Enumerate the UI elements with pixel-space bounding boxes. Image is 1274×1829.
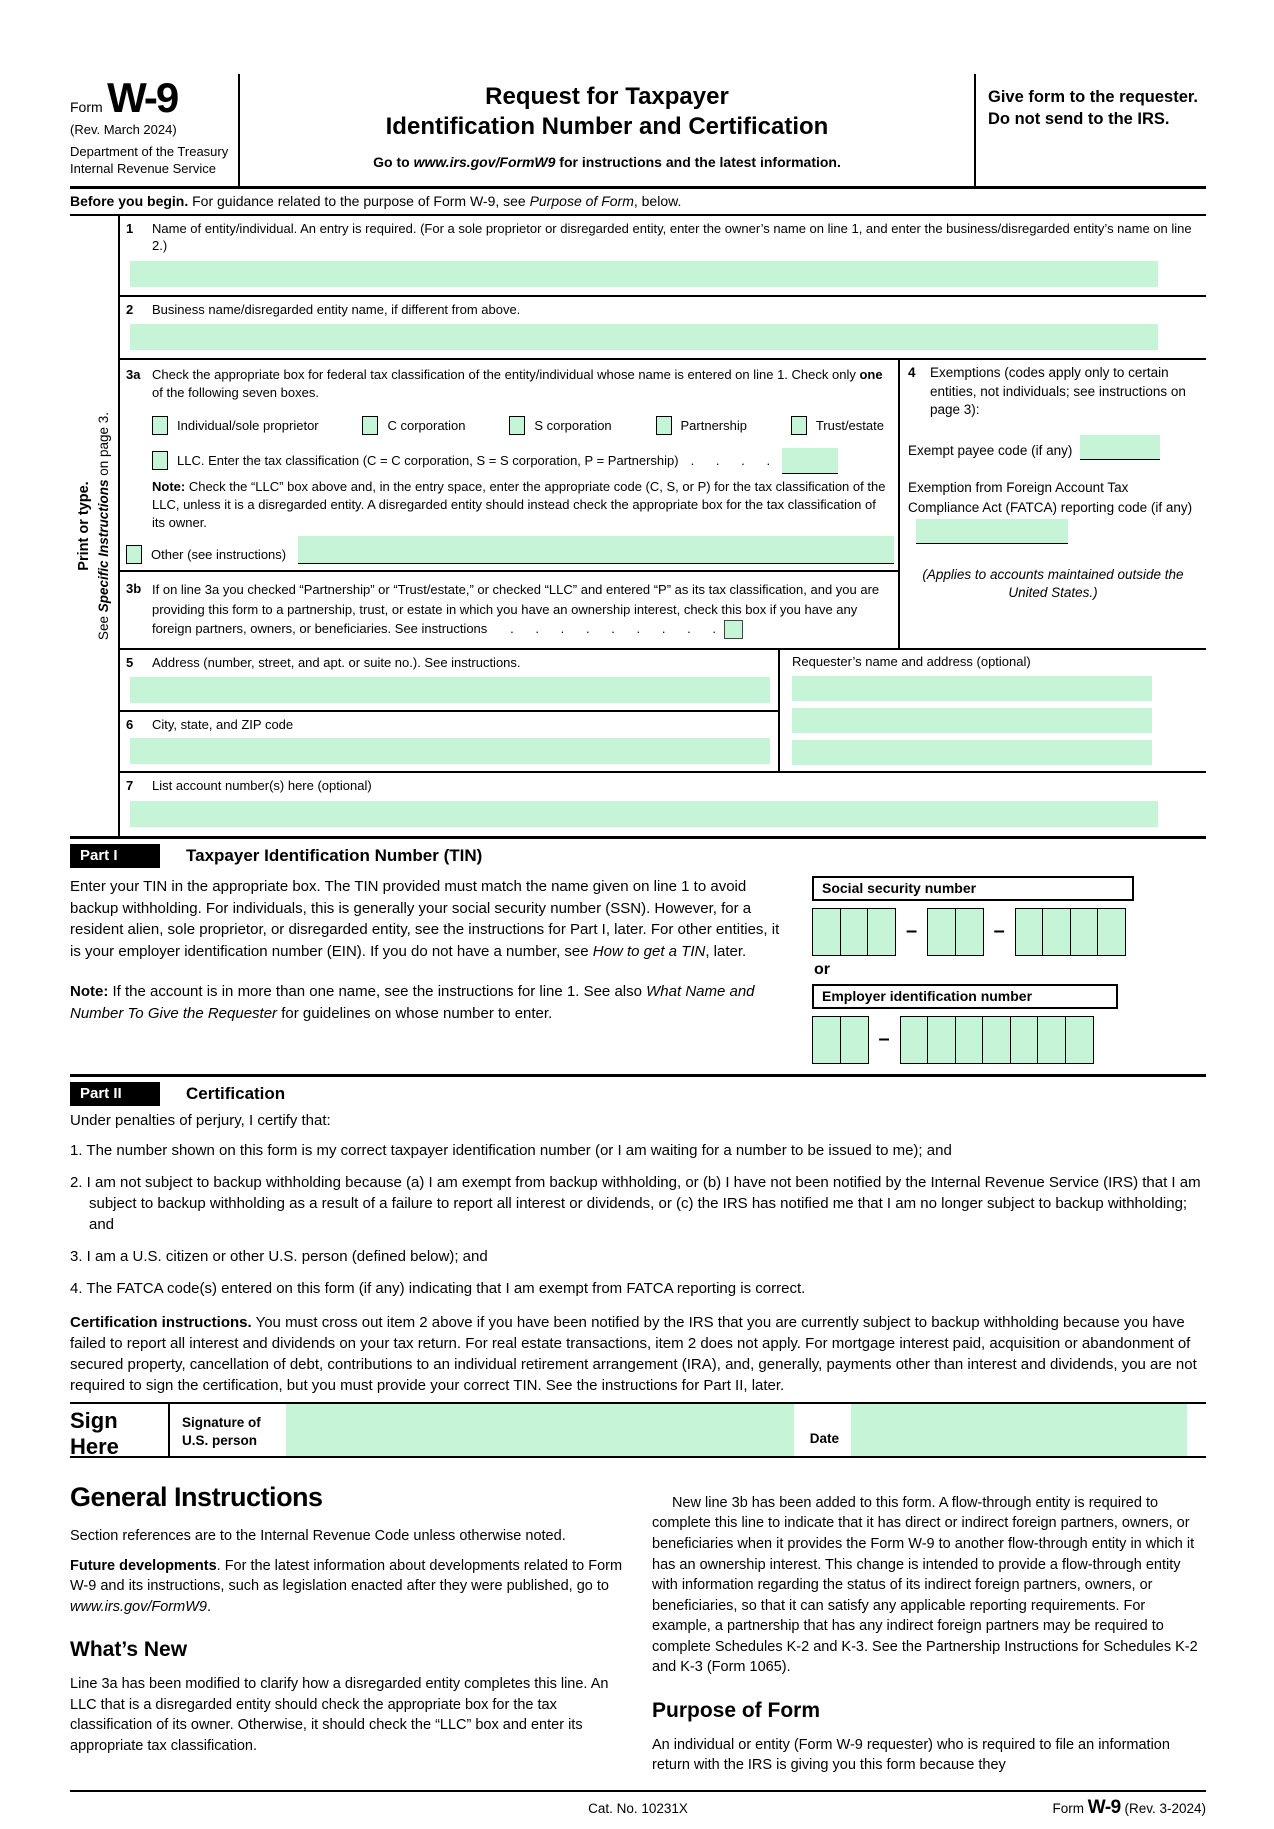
line6-city-state-zip-input[interactable]: [130, 738, 770, 764]
certification-instructions-paragraph: [70, 1312, 1206, 1396]
agency-line: Internal Revenue Service: [70, 160, 216, 176]
tax-class-c-corp-item: [362, 416, 465, 435]
line3a-label-pre: Check the appropriate box for federal tax classification of the entity/individual whose name is entered on line 1. Check only: [152, 367, 860, 383]
line5-row: [120, 650, 778, 712]
line1-row: [120, 216, 1206, 297]
ein-group-1: [812, 1016, 869, 1064]
goto-prefix: Go to: [373, 154, 414, 170]
section-references-paragraph: Section references are to the Internal Revenue Code unless otherwise noted.: [70, 1528, 566, 1545]
ein-digit-cell[interactable]: [840, 1016, 869, 1064]
line5-label-row: [120, 650, 778, 672]
exempt-payee-label: Exempt payee code (if any): [908, 443, 1073, 459]
ssn-label-box: Social security number: [812, 876, 1134, 901]
signature-of-line2: U.S. person: [182, 1433, 258, 1448]
part2-header: [70, 1082, 1206, 1106]
line5-number: 5: [126, 655, 134, 671]
before-you-begin-line: [70, 189, 1206, 216]
catalog-number: Cat. No. 10231X: [588, 1800, 688, 1816]
ein-digit-cell[interactable]: [982, 1016, 1011, 1064]
requester-label: Requester’s name and address (optional): [792, 654, 1031, 670]
line5-label: Address (number, street, and apt. or suite no.). See instructions.: [152, 655, 521, 671]
s-corporation-checkbox[interactable]: [509, 416, 525, 435]
line7-label: List account number(s) here (optional): [152, 778, 372, 794]
form-fields-body: [70, 216, 1206, 839]
certification-item-3: 3. I am a U.S. citizen or other U.S. person (defined below); and: [70, 1247, 488, 1265]
ein-digit-cell[interactable]: [900, 1016, 929, 1064]
ssn-digit-cell[interactable]: [812, 908, 841, 956]
part1-title: Taxpayer Identification Number (TIN): [186, 845, 483, 865]
form-title: [252, 82, 962, 142]
line3b-label: [152, 580, 888, 639]
line2-number: 2: [126, 301, 134, 317]
ssn-digit-cell[interactable]: [1042, 908, 1071, 956]
llc-note-bold: Note:: [152, 478, 186, 494]
line6-row: [120, 712, 778, 772]
department-line: Department of the Treasury: [70, 144, 229, 159]
ein-group-2: [900, 1016, 1094, 1064]
before-bold: Before you begin.: [70, 192, 189, 209]
line1-number: 1: [126, 220, 134, 236]
print-or-type-label: Print or type.: [76, 481, 93, 571]
line1-label: Name of entity/individual. An entry is required. (For a sole proprietor or disregarded entity, enter the owner’s name on line 1, and enter the business/disregarded entity’s name on line 2.): [152, 220, 1192, 254]
or-label: or: [814, 960, 830, 978]
llc-checkbox[interactable]: [152, 451, 168, 470]
form-revision: (Rev. March 2024): [70, 122, 177, 137]
line3-column: [120, 360, 900, 648]
line3a-label-post: of the following seven boxes.: [152, 384, 319, 400]
line3a-label-row: [120, 362, 898, 401]
general-instructions-title: General Instructions: [70, 1481, 323, 1512]
ssn-digit-cell[interactable]: [927, 908, 956, 956]
ein-digit-cell[interactable]: [1065, 1016, 1094, 1064]
cert-instructions-bold: Certification instructions.: [70, 1313, 252, 1331]
before-italic: Purpose of Form: [529, 192, 634, 209]
ein-dash: –: [878, 1028, 890, 1051]
llc-row: [152, 448, 888, 474]
footer-form-label: Form: [1052, 1800, 1088, 1816]
line4-label: Exemptions (codes apply only to certain entities, not individuals; see instructions on page 3):: [930, 365, 1186, 417]
give-form-notice: Give form to the requester. Do not send to the IRS.: [974, 74, 1206, 186]
ssn-digit-cell[interactable]: [867, 908, 896, 956]
part2-badge: Part II: [70, 1082, 160, 1106]
line3a-number: 3a: [126, 367, 141, 383]
line1-label-row: [120, 216, 1206, 255]
goto-url: www.irs.gov/FormW9: [413, 154, 556, 170]
footer-revision: (Rev. 3-2024): [1120, 1800, 1207, 1816]
ssn-digit-cell[interactable]: [1015, 908, 1044, 956]
goto-instructions-line: [252, 154, 962, 170]
llc-dot-leaders: . . . .: [690, 453, 771, 469]
form-title-block: [240, 74, 974, 186]
sign-here-label: [70, 1404, 170, 1460]
form-word-label: Form: [70, 99, 103, 115]
tin-para-pre: Enter your TIN in the appropriate box. The TIN provided must match the name given on line 1 to avoid backup withholding. For individuals, this is generally your social security number (SSN). However, for a resident alien, sole proprietor, or disregarded entity, see the instructions for Part I, later. For other entities, it is your employer identification number (EIN). If you do not have a number, see: [70, 877, 780, 961]
tax-classification-checkbox-row: [152, 416, 884, 435]
tin-instructions-paragraph: [70, 876, 794, 963]
line1-name-input[interactable]: [130, 261, 1158, 287]
form-header: [70, 74, 1206, 189]
ein-digit-cell[interactable]: [812, 1016, 841, 1064]
line6-number: 6: [126, 716, 134, 732]
ssn-dash: –: [993, 920, 1005, 943]
future-developments-post: .: [206, 1598, 211, 1615]
individual-sole-proprietor-checkbox[interactable]: [152, 416, 168, 435]
ein-digit-cell[interactable]: [1010, 1016, 1039, 1064]
form-number: W-9: [107, 74, 178, 121]
requester-column: [778, 650, 1206, 771]
line3-line4-section: [120, 360, 1206, 650]
new-line-3b-paragraph: New line 3b has been added to this form. A flow-through entity is required to complete this line to indicate that it has direct or indirect foreign partners, owners, or beneficiaries when it provides the Form W-9 to another flow-through entity in which it has an ownership interest. This change is intended to provide a flow-through entity with information regarding the status of its indirect foreign partners, owners, or beneficiaries, so that it can satisfy any applicable reporting requirements. For example, a partnership that has any indirect foreign partners may be required to complete Schedules K-2 and K-3. See the Partnership Instructions for Schedules K-2 and K-3 (Form 1065).: [652, 1494, 1198, 1676]
s-corporation-label: S corporation: [534, 417, 612, 433]
tax-class-s-corp-item: [509, 416, 611, 435]
whats-new-title: What’s New: [70, 1638, 188, 1662]
ein-cells-row: [812, 1016, 1206, 1064]
future-developments-url: www.irs.gov/FormW9: [70, 1598, 207, 1615]
ssn-group-2: [927, 908, 984, 956]
part1-body: [70, 876, 1206, 1064]
partnership-checkbox[interactable]: [656, 416, 672, 435]
c-corporation-label: C corporation: [387, 417, 466, 433]
print-or-type-sidebar: [70, 216, 118, 836]
exempt-payee-row: [908, 435, 1198, 460]
instructions-right-column: [652, 1462, 1206, 1776]
address-requester-section: [120, 650, 1206, 773]
date-input[interactable]: [851, 1404, 1187, 1456]
line2-label-row: [120, 297, 1206, 319]
certification-intro: Under penalties of perjury, I certify that:: [70, 1111, 331, 1129]
ssn-digit-cell[interactable]: [840, 908, 869, 956]
tin-para-post: , later.: [705, 943, 747, 961]
address-column: [120, 650, 778, 771]
part1-text-column: [70, 876, 812, 1064]
fatca-code-input[interactable]: [916, 519, 1068, 544]
fatca-paragraph: [908, 478, 1198, 544]
other-label: Other (see instructions): [151, 547, 287, 563]
print-or-type-rotated-text: [75, 291, 113, 761]
part1-badge: Part I: [70, 844, 160, 868]
requester-input-row2[interactable]: [792, 708, 1152, 733]
sign-word: Sign: [70, 1407, 118, 1433]
cert-instructions-text: You must cross out item 2 above if you have been notified by the IRS that you are currently subject to backup withholding because you have failed to report all interest and dividends on your tax return. For real estate transactions, item 2 does not apply. For mortgage interest paid, acquisition or abandonment of secured property, cancellation of debt, contributions to an individual retirement arrangement (IRA), and, generally, payments other than interest and dividends, you are not required to sign the certification, but you must provide your correct TIN. See the instructions for Part II, later.: [70, 1313, 1197, 1394]
llc-note-paragraph: [152, 478, 886, 533]
ssn-digit-cell[interactable]: [1097, 908, 1126, 956]
line4-number: 4: [908, 365, 916, 381]
before-text-post: , below.: [633, 192, 682, 209]
applies-note: (Applies to accounts maintained outside the United States.): [922, 566, 1184, 601]
other-checkbox[interactable]: [126, 545, 142, 564]
goto-suffix: for instructions and the latest information.: [555, 154, 841, 170]
footer-form-number: W-9: [1087, 1796, 1121, 1818]
certification-item-2: 2. I am not subject to backup withholding because (a) I am exempt from backup withholding, or (b) I have not been notified by the Internal Revenue Service (IRS) that I am subject to backup withholding as a result of a failure to report all interest or dividends, or (c) the IRS has notified me that I am no longer subject to backup withholding; and: [70, 1173, 1201, 1233]
form-title-line1: Request for Taxpayer: [485, 83, 729, 110]
partnership-label: Partnership: [680, 417, 747, 433]
ssn-cells-row: [812, 908, 1206, 956]
line3a-label: [152, 366, 888, 401]
ssn-group-3: [1015, 908, 1127, 956]
purpose-of-form-paragraph: An individual or entity (Form W-9 requester) who is required to file an information return with the IRS is giving you this form because they: [652, 1736, 1170, 1774]
tax-class-partnership-item: [656, 416, 747, 435]
llc-note-text: Check the “LLC” box above and, in the entry space, enter the appropriate code (C, S, or P) for the tax classification of the LLC, unless it is a disregarded entity. A disregarded entity should instead check the appropriate box for the tax classification of its owner.: [152, 478, 886, 530]
sign-here-row: [70, 1402, 1206, 1458]
certification-item-1: 1. The number shown on this form is my correct taxpayer identification number (or I am waiting for a number to be issued to me); and: [70, 1141, 952, 1159]
form-title-line2: Identification Number and Certification: [385, 113, 829, 140]
future-developments-text: . For the latest information about developments related to Form W-9 and its instructions, such as legislation enacted after they were published, go to: [70, 1557, 623, 1595]
part2-section: [70, 1074, 1206, 1396]
part2-title: Certification: [186, 1083, 286, 1103]
instructions-left-column: [70, 1462, 624, 1776]
requester-input-row3[interactable]: [792, 740, 1152, 765]
line2-business-name-input[interactable]: [130, 324, 1158, 350]
other-row: [126, 536, 894, 564]
form-number-row: [70, 74, 232, 122]
line3b-section: [120, 570, 898, 648]
line7-label-row: [120, 773, 1206, 795]
ein-label-box: Employer identification number: [812, 984, 1118, 1009]
certification-item-4: 4. The FATCA code(s) entered on this form (if any) indicating that I am exempt from FATCA reporting is correct.: [70, 1279, 806, 1297]
c-corporation-checkbox[interactable]: [362, 416, 378, 435]
tin-note-paragraph: [70, 981, 794, 1025]
ssn-dash: –: [906, 920, 918, 943]
tin-para-italic: How to get a TIN: [592, 943, 706, 961]
tin-note-bold: Note:: [70, 982, 109, 1000]
tax-class-individual-item: [152, 416, 319, 435]
trust-estate-label: Trust/estate: [815, 417, 884, 433]
line7-row: [120, 773, 1206, 836]
before-text: For guidance related to the purpose of Form W-9, see: [188, 192, 530, 209]
llc-classification-input[interactable]: [782, 448, 838, 474]
signature-of-label: [170, 1404, 286, 1456]
line2-label: Business name/disregarded entity name, if different from above.: [152, 301, 521, 317]
tin-note-pre: If the account is in more than one name, see the instructions for line 1. See also: [108, 982, 647, 1000]
line3b-text: If on line 3a you checked “Partnership” or “Trust/estate,” or checked “LLC” and entered “P” as its tax classification, and you are providing this form to a partnership, trust, or estate in which you have an ownership interest, check this box if you have any foreign partners, owners, or beneficiaries. See instructions: [152, 582, 880, 637]
future-developments-paragraph: [70, 1556, 624, 1618]
exempt-payee-code-input[interactable]: [1080, 435, 1160, 460]
signature-of-line1: Signature of: [182, 1414, 261, 1430]
future-developments-bold: Future developments: [70, 1557, 217, 1574]
agency-block: [70, 144, 232, 178]
line3a-label-one: one: [859, 367, 883, 383]
ssn-digit-cell[interactable]: [955, 908, 984, 956]
line4-label-row: [908, 364, 1198, 419]
here-word: Here: [70, 1434, 119, 1460]
part1-header: [70, 844, 1206, 868]
numbered-fields-column: [118, 216, 1206, 836]
ssn-digit-cell[interactable]: [1070, 908, 1099, 956]
foreign-partners-checkbox[interactable]: [724, 620, 743, 639]
see-specific-post: on page 3.: [95, 411, 111, 480]
line5-address-input[interactable]: [130, 677, 770, 703]
line6-label-row: [120, 712, 778, 734]
form-identity-block: [70, 74, 240, 186]
line7-number: 7: [126, 778, 134, 794]
page-footer: [70, 1790, 1206, 1819]
footer-form-id: [688, 1797, 1206, 1819]
line7-account-numbers-input[interactable]: [130, 801, 1158, 827]
individual-sole-proprietor-label: Individual/sole proprietor: [177, 417, 319, 433]
line3a-section: [120, 360, 898, 570]
line6-label: City, state, and ZIP code: [152, 716, 294, 732]
date-label: Date: [809, 1430, 839, 1446]
ein-digit-cell[interactable]: [927, 1016, 956, 1064]
line2-row: [120, 297, 1206, 361]
fatca-label: Exemption from Foreign Account Tax Compliance Act (FATCA) reporting code (if any): [908, 480, 1193, 516]
tin-note-post: for guidelines on whose number to enter.: [277, 1004, 553, 1022]
requester-input-row1[interactable]: [792, 676, 1152, 701]
whats-new-paragraph: Line 3a has been modified to clarify how a disregarded entity completes this line. An LLC that is a disregarded entity should check the appropriate box for the tax classification of its owner. Otherwise, it should check the “LLC” box and enter its appropriate tax classification.: [70, 1676, 609, 1754]
llc-label: LLC. Enter the tax classification (C = C corporation, S = S corporation, P = Partnership): [177, 453, 679, 469]
trust-estate-checkbox[interactable]: [791, 416, 807, 435]
ein-digit-cell[interactable]: [955, 1016, 984, 1064]
tax-class-trust-estate-item: [791, 416, 884, 435]
signature-input[interactable]: [286, 1404, 794, 1456]
line3b-number: 3b: [126, 581, 142, 597]
line3b-label-row: [120, 576, 898, 639]
ssn-group-1: [812, 908, 896, 956]
tin-boxes-column: [812, 876, 1206, 1064]
tin-note-italic: What Name and Number To Give the Requester: [70, 982, 755, 1022]
general-instructions-section: [70, 1462, 1206, 1776]
line3b-dot-leaders: . . . . . . . . .: [499, 621, 716, 637]
purpose-of-form-title: Purpose of Form: [652, 1698, 821, 1722]
see-specific-pre: See: [95, 612, 111, 640]
line4-column: [900, 360, 1206, 648]
specific-instructions-label: Specific Instructions: [95, 479, 111, 613]
other-instructions-input[interactable]: [298, 536, 894, 564]
ein-digit-cell[interactable]: [1037, 1016, 1066, 1064]
